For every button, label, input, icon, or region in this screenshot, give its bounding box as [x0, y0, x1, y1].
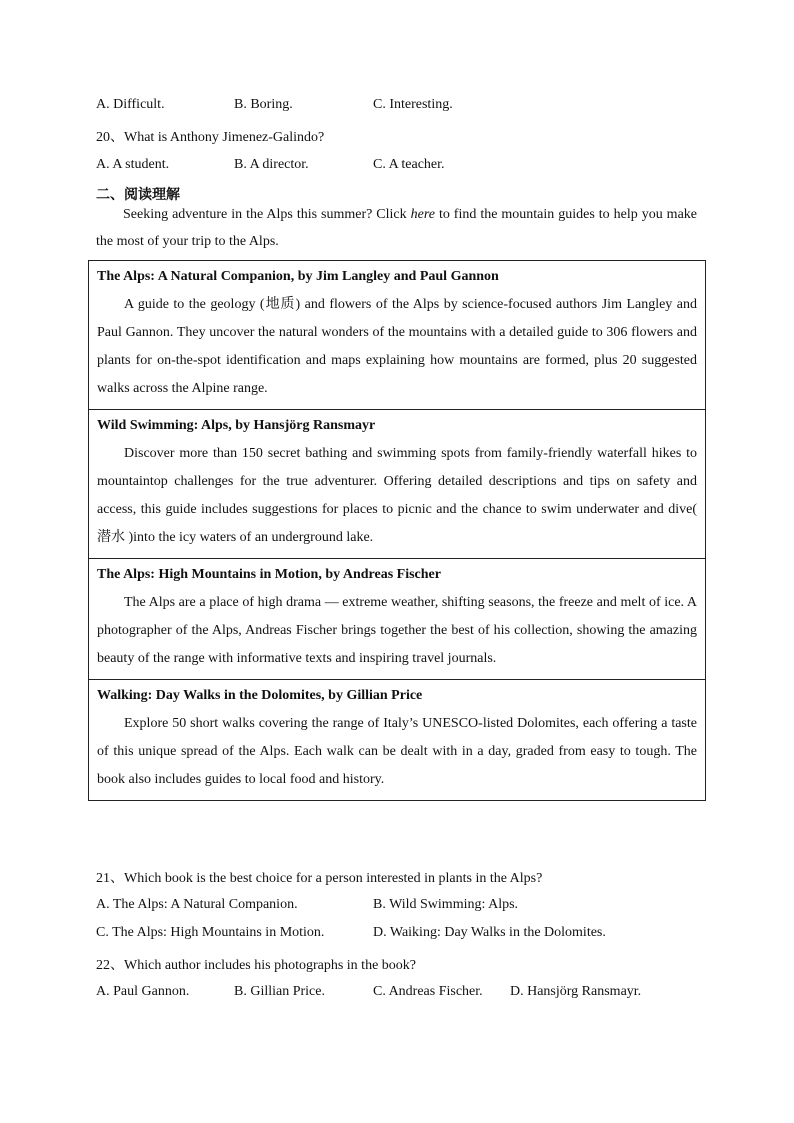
- q21-option-d: D. Waiking: Day Walks in the Dolomites.: [373, 925, 606, 940]
- book-row: [89, 410, 706, 559]
- q20-option-c: C. A teacher.: [373, 157, 445, 172]
- book-description: Discover more than 150 secret bathing and swimming spots from family-friendly waterfall hikes to mountaintop challenges for the true adventurer. Offering detailed descriptions and tips on safety and access, this guide includes suggestions for places to picnic and the chance to swim underwater and dive( 潜水 )into the icy waters of an underground lake.: [97, 446, 697, 545]
- section-title: 二、阅读理解: [96, 187, 180, 203]
- book-title: The Alps: High Mountains in Motion, by Andreas Fischer: [97, 567, 441, 582]
- q20-option-b: B. A director.: [234, 157, 309, 172]
- q19-option-a: A. Difficult.: [96, 97, 165, 112]
- book-description: A guide to the geology (地质) and flowers of the Alps by science-focused authors Jim Langley and Paul Gannon. They uncover the natural wonders of the mountains with a detailed guide to 306 flowers and plants for on-the-spot identification and maps explaining how mountains are formed, plus 20 suggested walks across the Alpine range.: [97, 297, 697, 396]
- book-title: Wild Swimming: Alps, by Hansjörg Ransmayr: [97, 418, 376, 433]
- books-table: [88, 260, 706, 801]
- book-row: [89, 559, 706, 680]
- q21-question: 21、Which book is the best choice for a person interested in plants in the Alps?: [96, 871, 543, 886]
- book-row: [89, 261, 706, 410]
- book-cell: [89, 410, 706, 559]
- book-description: Explore 50 short walks covering the range of Italy’s UNESCO-listed Dolomites, each offering a taste of this unique spread of the Alps. Each walk can be dealt with in a day, graded from easy to tough. The book also includes guides to local food and history.: [97, 716, 697, 787]
- q22-option-b: B. Gillian Price.: [234, 984, 325, 999]
- q20-option-a: A. A student.: [96, 157, 170, 172]
- book-cell: [89, 261, 706, 410]
- q21-option-c: C. The Alps: High Mountains in Motion.: [96, 925, 325, 940]
- book-title: Walking: Day Walks in the Dolomites, by Gillian Price: [97, 688, 423, 703]
- q19-option-c: C. Interesting.: [373, 97, 453, 112]
- intro-text-before: Seeking adventure in the Alps this summer? Click: [123, 207, 411, 222]
- q22-question: 22、Which author includes his photographs in the book?: [96, 958, 416, 973]
- q22-option-a: A. Paul Gannon.: [96, 984, 190, 999]
- q22-option-c: C. Andreas Fischer.: [373, 984, 483, 999]
- q21-option-b: B. Wild Swimming: Alps.: [373, 897, 519, 912]
- book-description: The Alps are a place of high drama — extreme weather, shifting seasons, the freeze and melt of ice. A photographer of the Alps, Andreas Fischer brings together the best of his collection, showing the amazing beauty of the range with informative texts and inspiring travel journals.: [97, 595, 697, 666]
- intro-paragraph: [96, 201, 697, 255]
- q22-option-d: D. Hansjörg Ransmayr.: [510, 984, 642, 999]
- book-row: [89, 680, 706, 801]
- q19-option-b: B. Boring.: [234, 97, 293, 112]
- q21-option-a: A. The Alps: A Natural Companion.: [96, 897, 298, 912]
- book-cell: [89, 559, 706, 680]
- book-title: The Alps: A Natural Companion, by Jim Langley and Paul Gannon: [97, 269, 499, 284]
- q20-question: 20、What is Anthony Jimenez-Galindo?: [96, 130, 325, 145]
- intro-text-after: to find the mountain guides to help you make the most of your trip to the Alps.: [96, 207, 697, 249]
- book-cell: [89, 680, 706, 801]
- here-link[interactable]: here: [410, 207, 435, 222]
